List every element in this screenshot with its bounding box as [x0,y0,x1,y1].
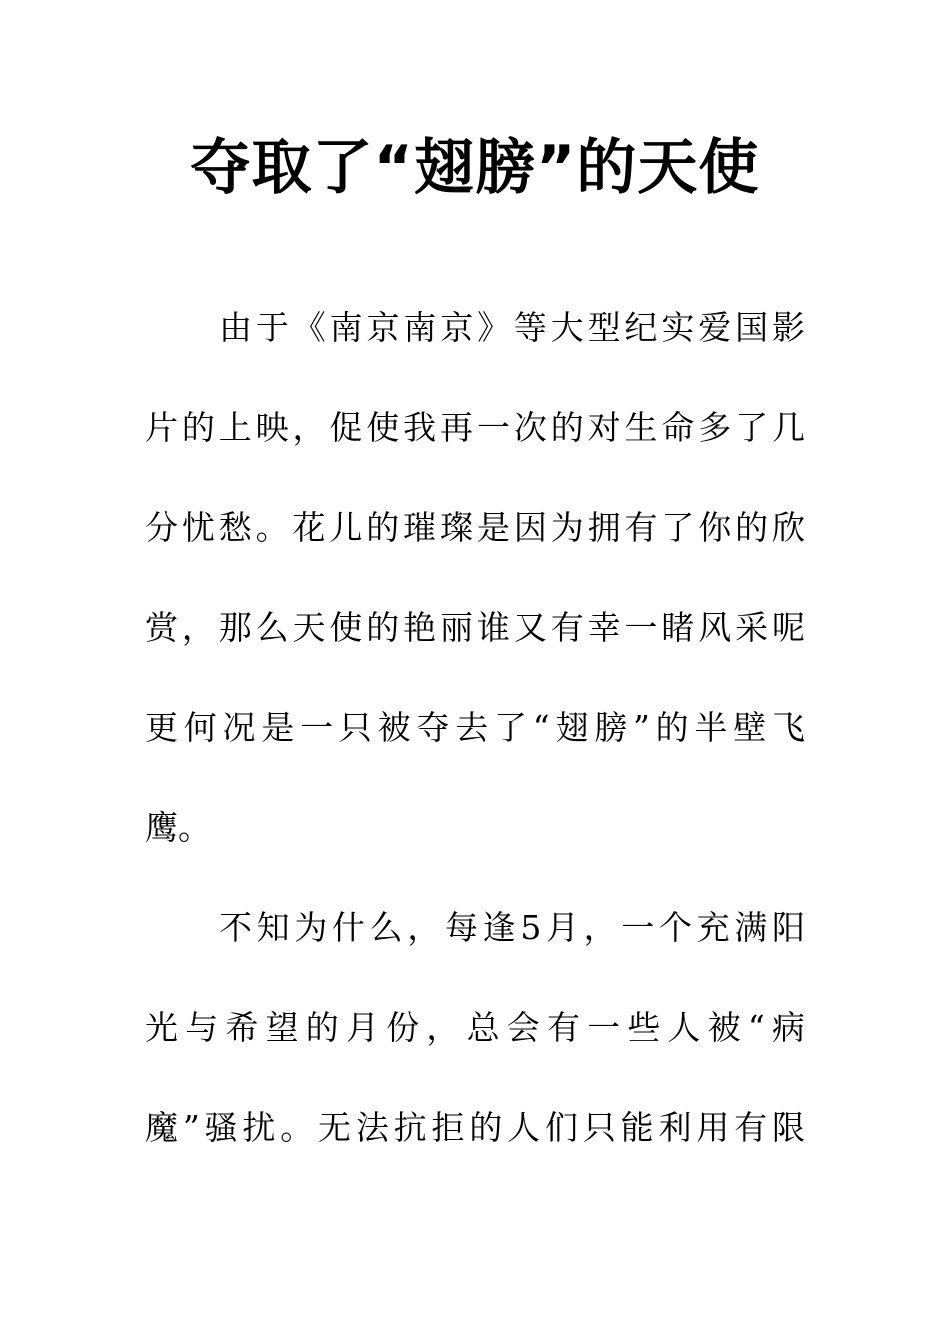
paragraph-line: 魔”骚扰。无法抗拒的人们只能利用有限 [145,1108,805,1147]
paragraph-line: 鹰。 [145,808,211,847]
paragraph-line: 赏，那么天使的艳丽谁又有幸一睹风采呢 [145,608,805,647]
paragraph-line: 不知为什么，每逢5月，一个充满阳 [219,908,805,947]
paragraph-line: 分忧愁。花儿的璀璨是因为拥有了你的欣 [145,508,805,547]
paragraph-line: 光与希望的月份，总会有一些人被“病 [145,1008,805,1047]
paragraph-line: 由于《南京南京》等大型纪实爱国影 [219,308,805,347]
document-body [145,300,805,1200]
document-title: 夺取了“翅膀”的天使 [190,133,760,203]
paragraph-line: 片的上映，促使我再一次的对生命多了几 [145,408,805,447]
paragraph-line: 更何况是一只被夺去了“翅膀”的半壁飞 [145,708,805,747]
